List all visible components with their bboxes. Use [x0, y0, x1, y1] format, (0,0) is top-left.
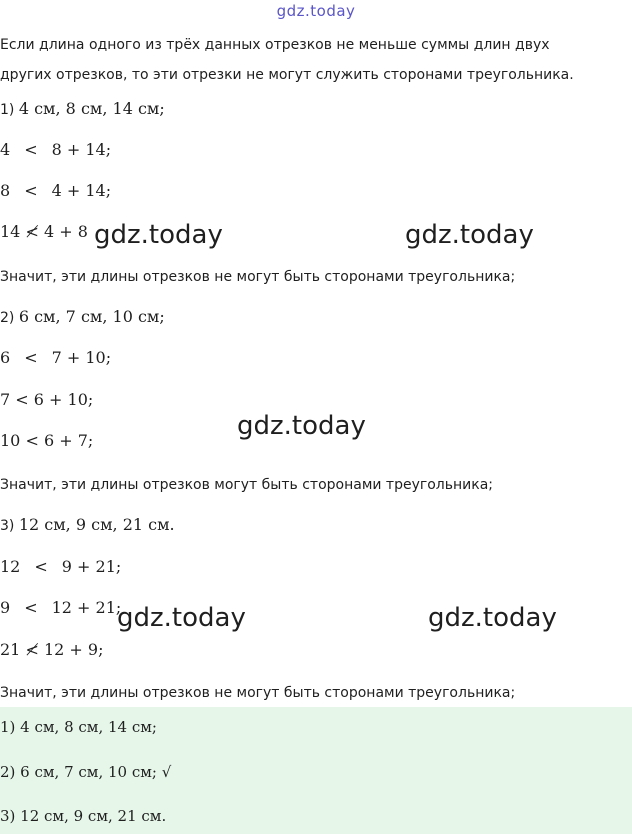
watermark-5: gdz.today: [428, 603, 557, 633]
case3-ineq1-rel: <: [34, 557, 48, 576]
case1-ineq2-rhs: 4 + 14;: [51, 181, 112, 200]
case3-title: [0, 516, 175, 535]
case1-title-prefix: 1): [0, 102, 19, 118]
case3-ineq1-lhs: 12: [0, 557, 21, 576]
case2-ineq-2: [0, 390, 93, 410]
case2-conclusion: Значит, эти длины отрезков могут быть сторонами треугольника;: [0, 477, 493, 493]
watermark-4: gdz.today: [117, 603, 246, 633]
case3-ineq-1: [0, 557, 121, 577]
case3-ineq2-rel: <: [24, 598, 38, 617]
case2-ineq3-lhs: 10: [0, 431, 21, 450]
case1-ineq3-lhs: 14: [0, 222, 21, 241]
answer-line-3: 3) 12 см, 9 см, 21 см.: [0, 807, 167, 825]
case3-ineq2-lhs: 9: [0, 598, 11, 617]
answer-line-2: 2) 6 см, 7 см, 10 см; √: [0, 763, 172, 781]
case1-ineq3-rel: ≮: [25, 222, 39, 241]
case2-ineq1-rel: <: [24, 348, 38, 367]
case3-ineq-3: [0, 640, 103, 660]
case1-ineq2-lhs: 8: [0, 181, 11, 200]
case3-conclusion: Значит, эти длины отрезков не могут быть сторонами треугольника;: [0, 685, 516, 701]
case1-ineq1-lhs: 4: [0, 140, 11, 159]
case3-ineq3-rel: ≮: [25, 640, 39, 659]
intro-line-2: других отрезков, то эти отрезки не могут служить сторонами треугольника.: [0, 67, 574, 83]
case3-ineq2-rhs: 12 + 21;: [51, 598, 122, 617]
case1-ineq-3: [0, 222, 88, 242]
case1-ineq-2: [0, 181, 111, 201]
watermark-1: gdz.today: [94, 220, 223, 250]
case3-ineq-2: [0, 598, 121, 618]
case3-ineq3-rhs: 12 + 9;: [43, 640, 104, 659]
case1-ineq2-rel: <: [24, 181, 38, 200]
case2-ineq3-rhs: 6 + 7;: [43, 431, 94, 450]
case2-ineq1-rhs: 7 + 10;: [51, 348, 112, 367]
case2-title-prefix: 2): [0, 310, 19, 326]
case2-ineq-1: [0, 348, 111, 368]
case2-ineq2-rel: <: [15, 390, 29, 409]
case1-ineq3-rhs: 4 + 8: [43, 222, 88, 241]
case2-ineq3-rel: <: [25, 431, 39, 450]
case1-title-math: 4 см, 8 см, 14 см;: [18, 99, 165, 118]
case1-ineq1-rel: <: [24, 140, 38, 159]
case3-title-prefix: 3): [0, 518, 19, 534]
case3-title-math: 12 см, 9 см, 21 см.: [18, 515, 175, 534]
site-watermark: gdz.today: [276, 2, 356, 20]
case1-ineq1-rhs: 8 + 14;: [51, 140, 112, 159]
watermark-2: gdz.today: [405, 220, 534, 250]
answer-box: [0, 707, 632, 834]
case2-title: [0, 308, 165, 327]
case3-ineq1-rhs: 9 + 21;: [61, 557, 122, 576]
case1-title: [0, 100, 165, 119]
case1-ineq-1: [0, 140, 111, 160]
case2-title-math: 6 см, 7 см, 10 см;: [18, 307, 165, 326]
case2-ineq2-rhs: 6 + 10;: [33, 390, 94, 409]
case2-ineq2-lhs: 7: [0, 390, 11, 409]
watermark-3: gdz.today: [237, 411, 366, 441]
case1-conclusion: Значит, эти длины отрезков не могут быть сторонами треугольника;: [0, 269, 516, 285]
answer-line-1: 1) 4 см, 8 см, 14 см;: [0, 718, 157, 736]
case3-ineq3-lhs: 21: [0, 640, 21, 659]
case2-ineq1-lhs: 6: [0, 348, 11, 367]
intro-line-1: Если длина одного из трёх данных отрезков не меньше суммы длин двух: [0, 37, 550, 53]
case2-ineq-3: [0, 431, 93, 451]
